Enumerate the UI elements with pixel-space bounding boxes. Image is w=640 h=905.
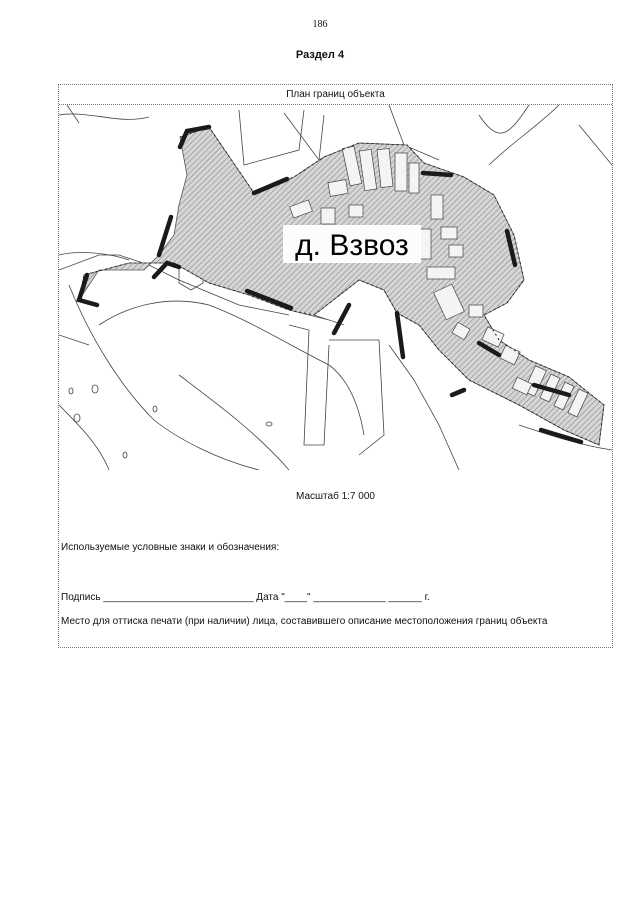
stamp-note: Место для оттиска печати (при наличии) лица, составившего описание местоположения границ объекта — [61, 616, 548, 627]
legend-caption: Используемые условные знаки и обозначения: — [61, 542, 280, 553]
section-title: Раздел 4 — [295, 49, 345, 61]
signature-date-line: Подпись ___________________________ Дата "____" _____________ ______ г. — [61, 592, 430, 603]
boundary-plan-form — [58, 84, 613, 648]
object-area — [79, 127, 604, 445]
page-number: 186 — [312, 19, 328, 30]
form-header: План границ объекта — [59, 85, 612, 105]
boundary-map — [59, 105, 612, 470]
scale-label: Масштаб 1:7 000 — [296, 491, 375, 502]
small-features — [69, 385, 272, 458]
map-label: д. Взвоз — [295, 229, 409, 262]
